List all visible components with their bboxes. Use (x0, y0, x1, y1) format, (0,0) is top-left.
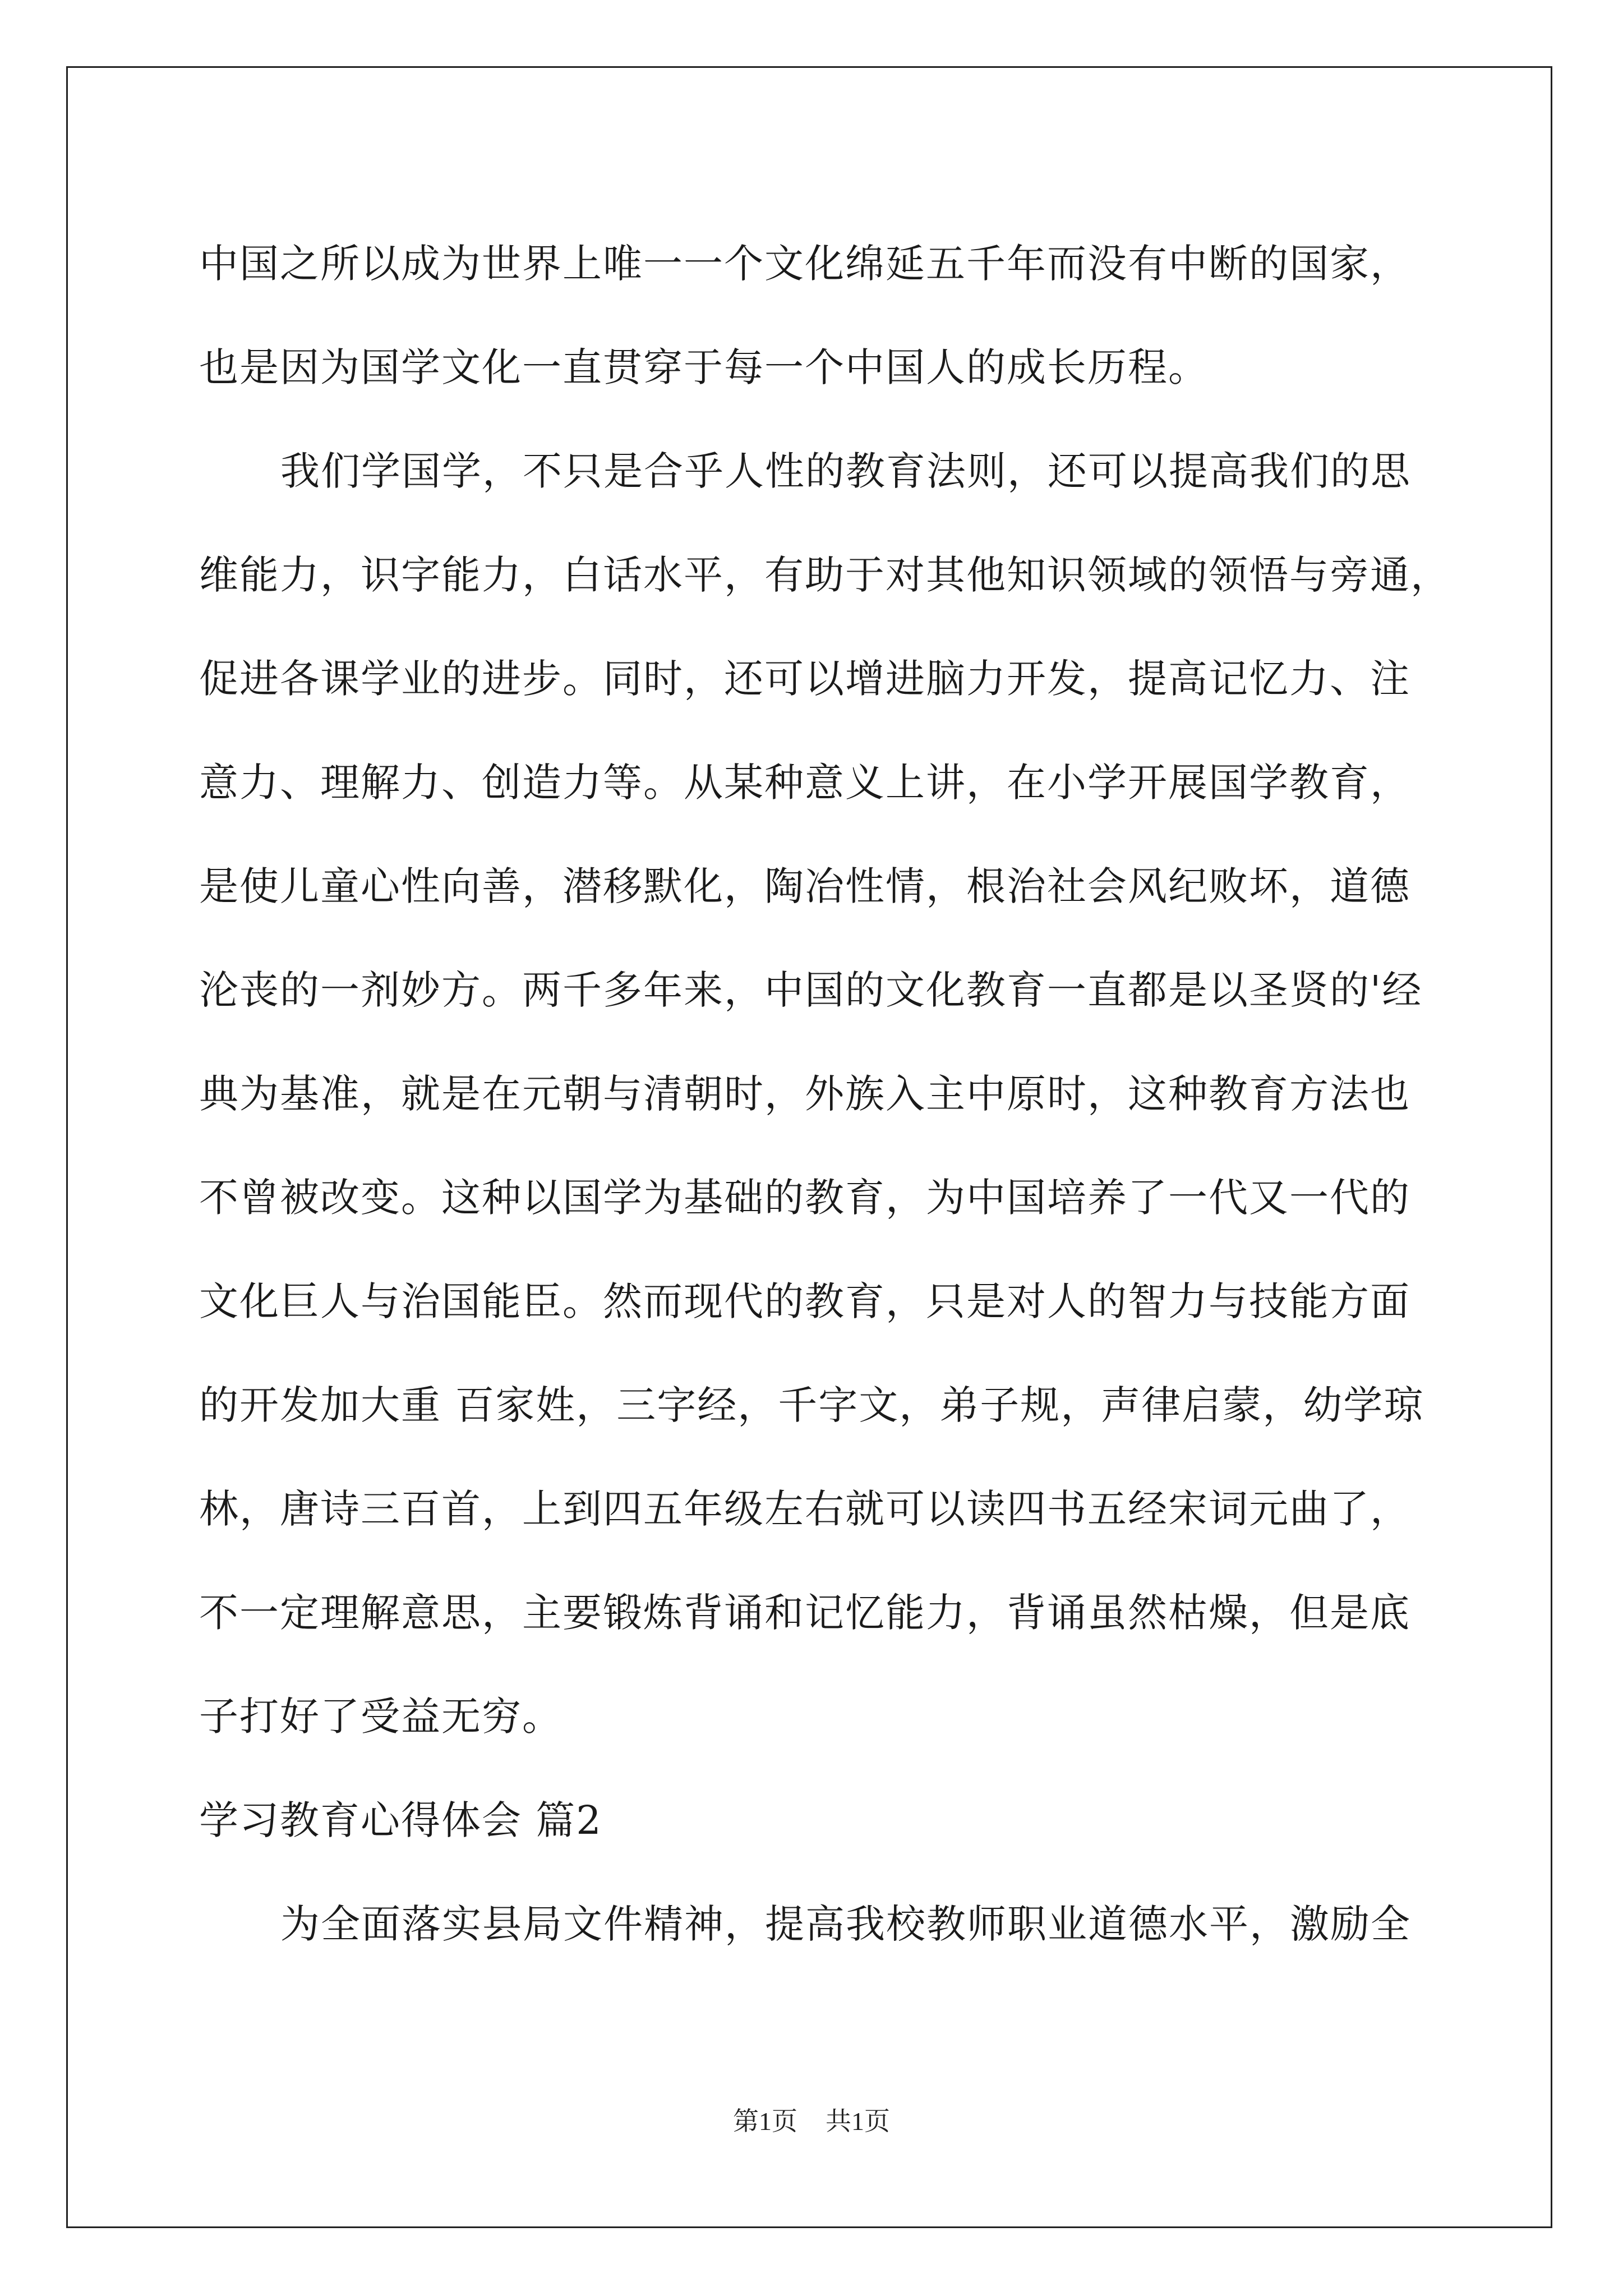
paragraph-line: 典为基准，就是在元朝与清朝时，外族入主中原时，这种教育方法也 (199, 1071, 1410, 1117)
paragraph-line: 子打好了受益无穷。 (199, 1694, 562, 1740)
page-number: 第1页 (733, 2107, 797, 2136)
paragraph-line: 也是因为国学文化一直贯穿于每一个中国人的成长历程。 (199, 344, 1209, 390)
section-heading: 学习教育心得体会 篇2 (199, 1797, 602, 1843)
page-footer (0, 2101, 1623, 2138)
paragraph-line: 为全面落实县局文件精神，提高我校教师职业道德水平，激励全 (280, 1901, 1411, 1947)
paragraph-line: 不一定理解意思，主要锻炼背诵和记忆能力，背诵虽然枯燥，但是底 (199, 1590, 1410, 1636)
paragraph-line: 文化巨人与治国能臣。然而现代的教育，只是对人的智力与技能方面 (199, 1278, 1410, 1324)
paragraph-line: 不曾被改变。这种以国学为基础的教育，为中国培养了一代又一代的 (199, 1175, 1410, 1221)
paragraph-line: 是使儿童心性向善，潜移默化，陶冶性情，根治社会风纪败坏，道德 (199, 863, 1410, 909)
paragraph-line: 我们学国学，不只是合乎人性的教育法则，还可以提高我们的思 (280, 448, 1411, 494)
paragraph-line: 意力、理解力、创造力等。从某种意义上讲，在小学开展国学教育， (199, 760, 1410, 806)
document-body (199, 212, 1451, 1976)
paragraph-line: 沦丧的一剂妙方。两千多年来，中国的文化教育一直都是以圣贤的'经 (199, 967, 1423, 1013)
page-total: 共1页 (826, 2107, 890, 2136)
paragraph-line: 中国之所以成为世界上唯一一个文化绵延五千年而没有中断的国家， (199, 241, 1410, 287)
paragraph-line: 维能力，识字能力，白话水平，有助于对其他知识领域的领悟与旁通， (199, 552, 1451, 598)
paragraph-line: 的开发加大重 百家姓，三字经，千字文，弟子规，声律启蒙，幼学琼 (199, 1382, 1424, 1428)
paragraph-line: 促进各课学业的进步。同时，还可以增进脑力开发，提高记忆力、注 (199, 656, 1410, 702)
paragraph-line: 林，唐诗三百首，上到四五年级左右就可以读四书五经宋词元曲了， (199, 1486, 1410, 1532)
